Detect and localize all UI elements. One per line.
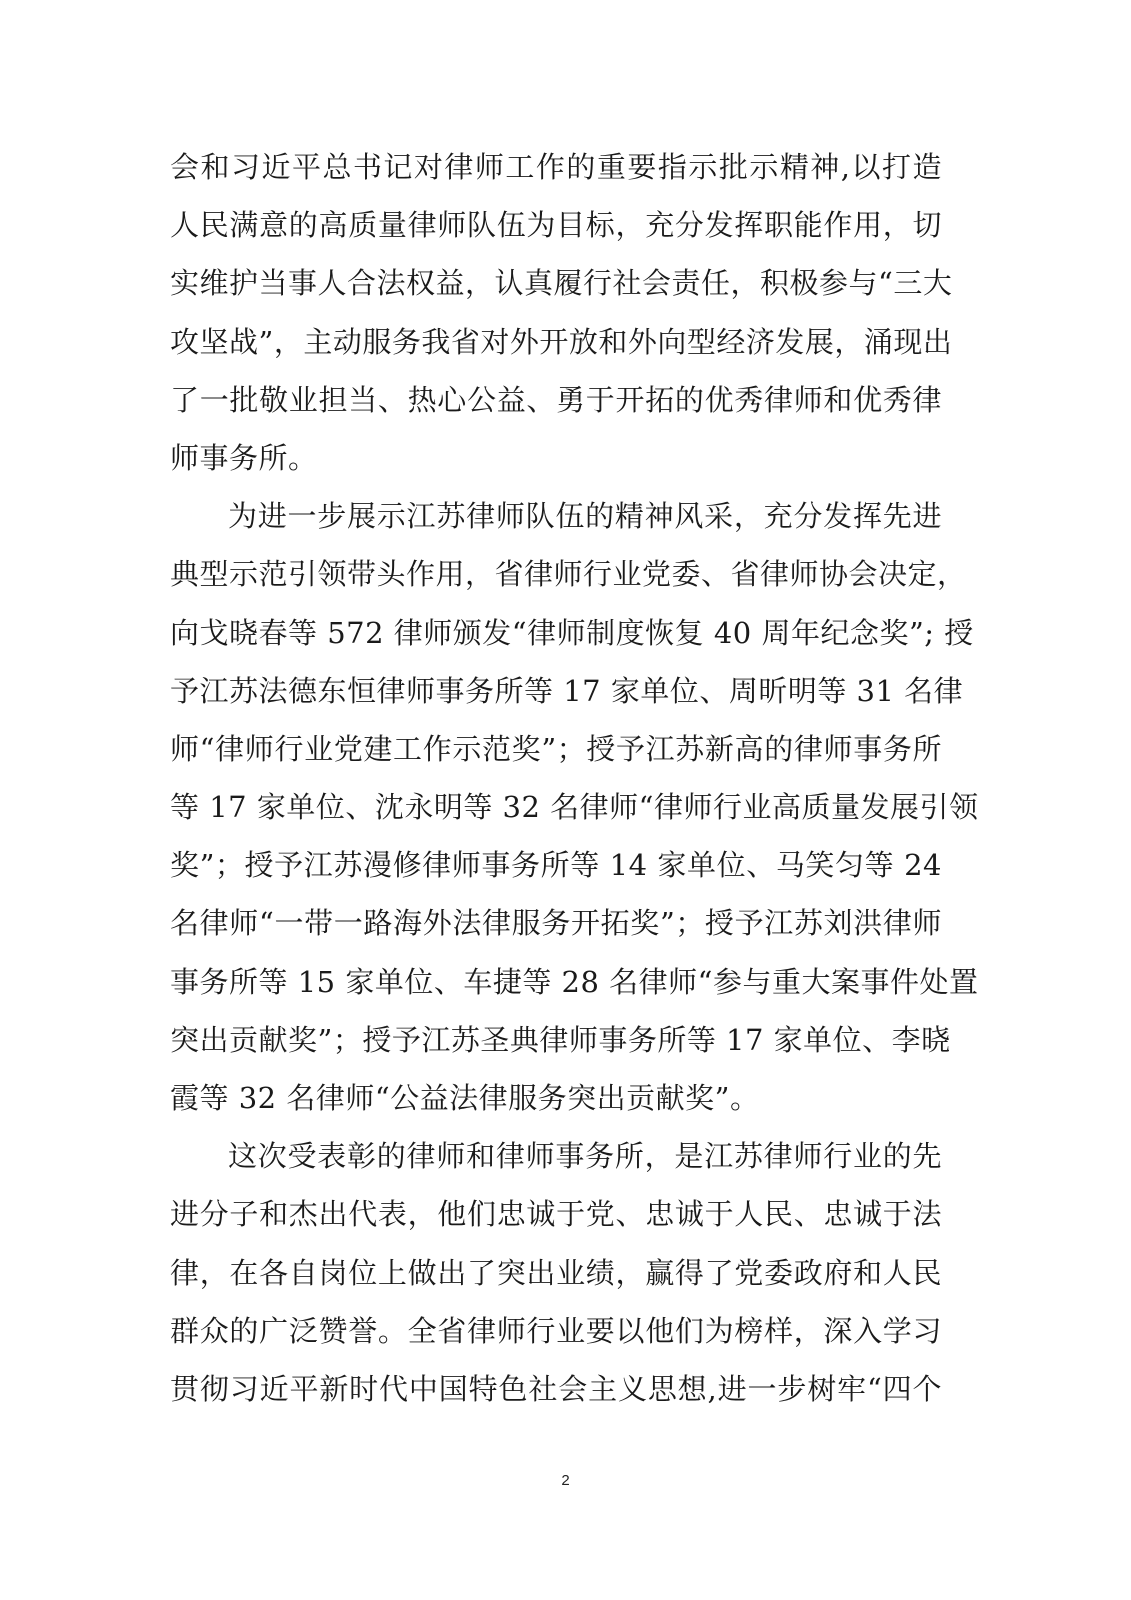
text-line: 典型示范引领带头作用，省律师行业党委、省律师协会决定， [170, 557, 967, 592]
text-line: 事务所等 15 家单位、车捷等 28 名律师“参与重大案事件处置 [170, 964, 979, 999]
text-line: 贯彻习近平新时代中国特色社会主义思想,进一步树牢“四个 [170, 1371, 942, 1406]
text-line: 进分子和杰出代表，他们忠诚于党、忠诚于人民、忠诚于法 [170, 1197, 942, 1232]
text-line: 为进一步展示江苏律师队伍的精神风采，充分发挥先进 [228, 499, 942, 534]
text-line: 奖”；授予江苏漫修律师事务所等 14 家单位、马笑匀等 24 [170, 848, 942, 883]
text-line: 实维护当事人合法权益，认真履行社会责任，积极参与“三大 [170, 266, 953, 301]
text-line: 师事务所。 [170, 440, 318, 475]
text-line: 名律师“一带一路海外法律服务开拓奖”；授予江苏刘洪律师 [170, 906, 942, 941]
text-line: 律，在各自岗位上做出了突出业绩，赢得了党委政府和人民 [170, 1255, 942, 1290]
page-number: 2 [561, 1472, 570, 1489]
text-line: 了一批敬业担当、热心公益、勇于开拓的优秀律师和优秀律 [170, 382, 942, 417]
text-line: 予江苏法德东恒律师事务所等 17 家单位、周昕明等 31 名律 [170, 673, 964, 708]
document-body [170, 138, 979, 1418]
text-line: 会和习近平总书记对律师工作的重要指示批示精神,以打造 [170, 150, 942, 184]
text-line: 师“律师行业党建工作示范奖”；授予江苏新高的律师事务所 [170, 731, 942, 766]
text-line: 群众的广泛赞誉。全省律师行业要以他们为榜样，深入学习 [170, 1313, 942, 1348]
text-line: 人民满意的高质量律师队伍为目标，充分发挥职能作用，切 [170, 208, 942, 243]
text-line: 向戈晓春等 572 律师颁发“律师制度恢复 40 周年纪念奖”; 授 [170, 615, 974, 650]
text-line: 这次受表彰的律师和律师事务所，是江苏律师行业的先 [228, 1139, 942, 1174]
text-line: 霞等 32 名律师“公益法律服务突出贡献奖”。 [170, 1081, 760, 1115]
text-line: 等 17 家单位、沈永明等 32 名律师“律师行业高质量发展引领 [170, 790, 979, 825]
text-line: 突出贡献奖”；授予江苏圣典律师事务所等 17 家单位、李晓 [170, 1022, 951, 1057]
text-line: 攻坚战”，主动服务我省对外开放和外向型经济发展，涌现出 [170, 324, 953, 359]
